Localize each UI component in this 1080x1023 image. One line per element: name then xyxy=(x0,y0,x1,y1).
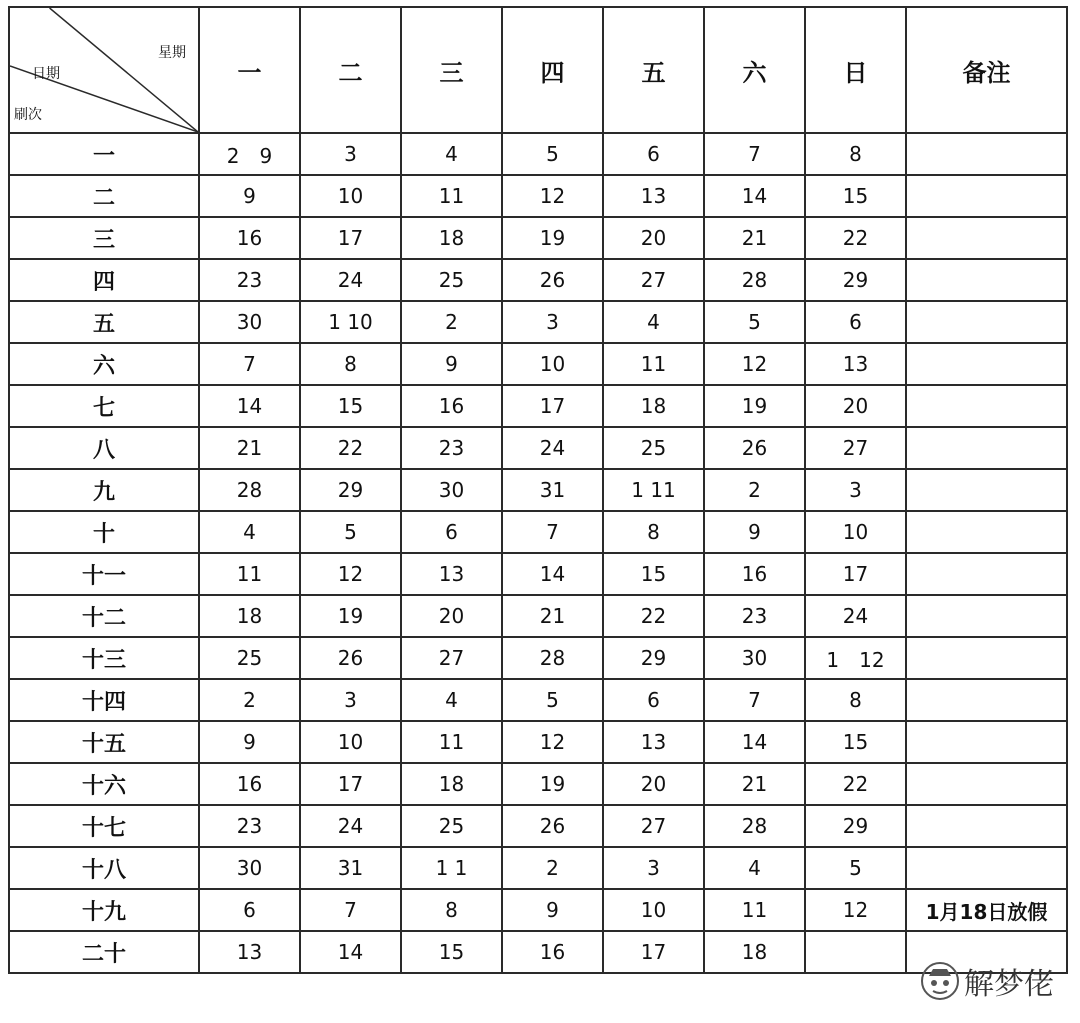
date-cell: 12 xyxy=(704,343,805,385)
table-row xyxy=(9,217,1067,259)
date-cell: 11 xyxy=(401,175,502,217)
date-cell: 24 xyxy=(300,805,401,847)
date-cell: 1 10 xyxy=(300,301,401,343)
date-cell: 11 xyxy=(199,553,300,595)
table-row xyxy=(9,385,1067,427)
column-header: 日 xyxy=(805,7,906,133)
note-cell xyxy=(906,133,1067,175)
row-label: 十五 xyxy=(9,721,199,763)
date-cell: 29 xyxy=(603,637,704,679)
date-cell: 24 xyxy=(805,595,906,637)
date-cell: 17 xyxy=(805,553,906,595)
note-cell xyxy=(906,595,1067,637)
row-label: 三 xyxy=(9,217,199,259)
date-cell: 7 xyxy=(300,889,401,931)
date-cell: 23 xyxy=(199,805,300,847)
row-label: 九 xyxy=(9,469,199,511)
date-cell: 16 xyxy=(704,553,805,595)
date-cell: 30 xyxy=(199,301,300,343)
table-row xyxy=(9,679,1067,721)
row-label: 十七 xyxy=(9,805,199,847)
row-label: 十二 xyxy=(9,595,199,637)
date-cell: 13 xyxy=(401,553,502,595)
date-cell: 16 xyxy=(199,217,300,259)
date-cell: 14 xyxy=(704,721,805,763)
note-cell xyxy=(906,175,1067,217)
date-cell: 1 11 xyxy=(603,469,704,511)
date-cell: 6 xyxy=(199,889,300,931)
column-header: 六 xyxy=(704,7,805,133)
date-cell: 17 xyxy=(300,763,401,805)
date-cell: 3 xyxy=(805,469,906,511)
table-row xyxy=(9,427,1067,469)
table-row xyxy=(9,553,1067,595)
date-cell: 1 1 xyxy=(401,847,502,889)
table-row xyxy=(9,931,1067,973)
date-cell: 14 xyxy=(300,931,401,973)
date-cell: 26 xyxy=(502,259,603,301)
wechat-mascot-icon xyxy=(920,961,960,1001)
note-cell xyxy=(906,259,1067,301)
date-cell: 10 xyxy=(805,511,906,553)
date-cell: 6 xyxy=(805,301,906,343)
date-cell: 11 xyxy=(401,721,502,763)
date-cell: 3 xyxy=(300,679,401,721)
row-label: 十四 xyxy=(9,679,199,721)
date-cell: 18 xyxy=(199,595,300,637)
date-cell: 11 xyxy=(704,889,805,931)
date-cell: 18 xyxy=(603,385,704,427)
date-cell: 8 xyxy=(805,133,906,175)
date-cell: 27 xyxy=(401,637,502,679)
date-cell: 18 xyxy=(401,217,502,259)
watermark-text: 解梦佬 xyxy=(964,967,1054,1002)
date-cell: 21 xyxy=(704,763,805,805)
note-cell xyxy=(906,385,1067,427)
date-cell: 25 xyxy=(603,427,704,469)
date-cell: 12 xyxy=(502,721,603,763)
date-cell: 30 xyxy=(704,637,805,679)
date-cell: 3 xyxy=(300,133,401,175)
row-label: 十九 xyxy=(9,889,199,931)
date-cell: 6 xyxy=(603,133,704,175)
note-cell xyxy=(906,469,1067,511)
date-cell: 10 xyxy=(300,175,401,217)
schedule-table xyxy=(8,6,1068,974)
date-cell: 7 xyxy=(704,133,805,175)
note-cell xyxy=(906,805,1067,847)
table-row xyxy=(9,343,1067,385)
table-row xyxy=(9,847,1067,889)
date-cell: 5 xyxy=(300,511,401,553)
date-cell: 15 xyxy=(603,553,704,595)
date-cell: 3 xyxy=(502,301,603,343)
date-cell: 4 xyxy=(401,133,502,175)
date-cell: 4 xyxy=(401,679,502,721)
date-cell: 25 xyxy=(199,637,300,679)
date-cell: 17 xyxy=(603,931,704,973)
date-cell: 19 xyxy=(502,763,603,805)
date-cell: 26 xyxy=(502,805,603,847)
row-label: 十六 xyxy=(9,763,199,805)
date-cell: 26 xyxy=(300,637,401,679)
date-cell: 26 xyxy=(704,427,805,469)
date-cell: 30 xyxy=(199,847,300,889)
date-cell: 7 xyxy=(199,343,300,385)
table-row xyxy=(9,763,1067,805)
date-cell: 15 xyxy=(805,721,906,763)
table-row xyxy=(9,175,1067,217)
row-label: 七 xyxy=(9,385,199,427)
row-label: 一 xyxy=(9,133,199,175)
date-cell: 9 xyxy=(502,889,603,931)
date-cell: 21 xyxy=(704,217,805,259)
date-cell: 9 xyxy=(704,511,805,553)
row-label: 十一 xyxy=(9,553,199,595)
date-cell xyxy=(805,931,906,973)
note-cell xyxy=(906,511,1067,553)
row-label: 五 xyxy=(9,301,199,343)
date-cell: 22 xyxy=(603,595,704,637)
date-cell: 5 xyxy=(704,301,805,343)
date-cell: 21 xyxy=(199,427,300,469)
table-row xyxy=(9,133,1067,175)
note-cell xyxy=(906,763,1067,805)
date-cell: 9 xyxy=(401,343,502,385)
table-row xyxy=(9,889,1067,931)
date-cell: 16 xyxy=(502,931,603,973)
table-row xyxy=(9,805,1067,847)
date-cell: 15 xyxy=(300,385,401,427)
date-cell: 25 xyxy=(401,259,502,301)
date-cell: 18 xyxy=(401,763,502,805)
date-cell: 2 xyxy=(704,469,805,511)
date-cell: 14 xyxy=(704,175,805,217)
row-label: 十八 xyxy=(9,847,199,889)
column-header: 一 xyxy=(199,7,300,133)
note-cell: 1月18日放假 xyxy=(906,889,1067,931)
date-cell: 16 xyxy=(401,385,502,427)
note-cell xyxy=(906,217,1067,259)
date-cell: 15 xyxy=(805,175,906,217)
date-cell: 13 xyxy=(805,343,906,385)
date-cell: 8 xyxy=(401,889,502,931)
date-cell: 9 xyxy=(199,175,300,217)
date-cell: 2 xyxy=(401,301,502,343)
date-cell: 20 xyxy=(603,763,704,805)
table-row xyxy=(9,721,1067,763)
watermark xyxy=(920,959,1054,1003)
row-label: 十 xyxy=(9,511,199,553)
table-row xyxy=(9,469,1067,511)
date-cell: 20 xyxy=(603,217,704,259)
date-cell: 22 xyxy=(805,763,906,805)
date-cell: 19 xyxy=(704,385,805,427)
date-cell: 3 xyxy=(603,847,704,889)
note-header: 备注 xyxy=(906,7,1067,133)
table-row xyxy=(9,259,1067,301)
date-cell: 9 xyxy=(199,721,300,763)
table-body xyxy=(9,133,1067,973)
date-cell: 10 xyxy=(300,721,401,763)
row-label: 二十 xyxy=(9,931,199,973)
date-cell: 14 xyxy=(199,385,300,427)
row-label: 六 xyxy=(9,343,199,385)
row-label: 八 xyxy=(9,427,199,469)
date-cell: 31 xyxy=(502,469,603,511)
note-cell xyxy=(906,637,1067,679)
date-cell: 5 xyxy=(502,679,603,721)
date-cell: 20 xyxy=(805,385,906,427)
date-cell: 17 xyxy=(502,385,603,427)
date-cell: 17 xyxy=(300,217,401,259)
date-cell: 8 xyxy=(805,679,906,721)
column-header: 四 xyxy=(502,7,603,133)
date-cell: 30 xyxy=(401,469,502,511)
row-label: 二 xyxy=(9,175,199,217)
date-cell: 1 12 xyxy=(805,637,906,679)
date-cell: 13 xyxy=(603,175,704,217)
date-cell: 2 xyxy=(199,679,300,721)
date-cell: 31 xyxy=(300,847,401,889)
date-cell: 7 xyxy=(502,511,603,553)
date-cell: 18 xyxy=(704,931,805,973)
date-cell: 24 xyxy=(300,259,401,301)
column-header: 五 xyxy=(603,7,704,133)
date-cell: 12 xyxy=(502,175,603,217)
column-header: 三 xyxy=(401,7,502,133)
date-cell: 6 xyxy=(603,679,704,721)
table-row xyxy=(9,637,1067,679)
date-cell: 27 xyxy=(603,259,704,301)
date-cell: 28 xyxy=(502,637,603,679)
date-cell: 28 xyxy=(704,259,805,301)
date-cell: 12 xyxy=(805,889,906,931)
table-row xyxy=(9,511,1067,553)
table-row xyxy=(9,595,1067,637)
date-cell: 8 xyxy=(603,511,704,553)
date-cell: 11 xyxy=(603,343,704,385)
date-cell: 29 xyxy=(805,805,906,847)
date-cell: 10 xyxy=(603,889,704,931)
date-cell: 5 xyxy=(502,133,603,175)
note-cell xyxy=(906,553,1067,595)
date-cell: 4 xyxy=(603,301,704,343)
date-cell: 24 xyxy=(502,427,603,469)
date-cell: 8 xyxy=(300,343,401,385)
date-cell: 15 xyxy=(401,931,502,973)
date-cell: 12 xyxy=(300,553,401,595)
date-cell: 2 xyxy=(502,847,603,889)
date-cell: 14 xyxy=(502,553,603,595)
date-cell: 27 xyxy=(805,427,906,469)
date-cell: 2 9 xyxy=(199,133,300,175)
date-cell: 7 xyxy=(704,679,805,721)
date-cell: 19 xyxy=(502,217,603,259)
corner-cell xyxy=(9,7,199,133)
date-cell: 23 xyxy=(704,595,805,637)
date-cell: 29 xyxy=(300,469,401,511)
header-row xyxy=(9,7,1067,133)
note-cell xyxy=(906,847,1067,889)
row-label: 十三 xyxy=(9,637,199,679)
column-header: 二 xyxy=(300,7,401,133)
note-cell xyxy=(906,721,1067,763)
date-cell: 25 xyxy=(401,805,502,847)
note-cell xyxy=(906,427,1067,469)
date-cell: 23 xyxy=(401,427,502,469)
date-cell: 29 xyxy=(805,259,906,301)
date-cell: 22 xyxy=(805,217,906,259)
note-cell xyxy=(906,343,1067,385)
date-cell: 28 xyxy=(704,805,805,847)
date-cell: 23 xyxy=(199,259,300,301)
date-cell: 22 xyxy=(300,427,401,469)
date-cell: 13 xyxy=(603,721,704,763)
date-cell: 13 xyxy=(199,931,300,973)
date-cell: 19 xyxy=(300,595,401,637)
date-cell: 21 xyxy=(502,595,603,637)
corner-date-label: 日期 xyxy=(32,66,60,82)
date-cell: 28 xyxy=(199,469,300,511)
corner-count-label: 刷次 xyxy=(14,107,42,123)
note-cell xyxy=(906,679,1067,721)
date-cell: 6 xyxy=(401,511,502,553)
note-cell xyxy=(906,301,1067,343)
date-cell: 4 xyxy=(704,847,805,889)
date-cell: 10 xyxy=(502,343,603,385)
row-label: 四 xyxy=(9,259,199,301)
date-cell: 16 xyxy=(199,763,300,805)
date-cell: 4 xyxy=(199,511,300,553)
date-cell: 5 xyxy=(805,847,906,889)
table-row xyxy=(9,301,1067,343)
date-cell: 27 xyxy=(603,805,704,847)
date-cell: 20 xyxy=(401,595,502,637)
corner-week-label: 星期 xyxy=(158,45,186,61)
